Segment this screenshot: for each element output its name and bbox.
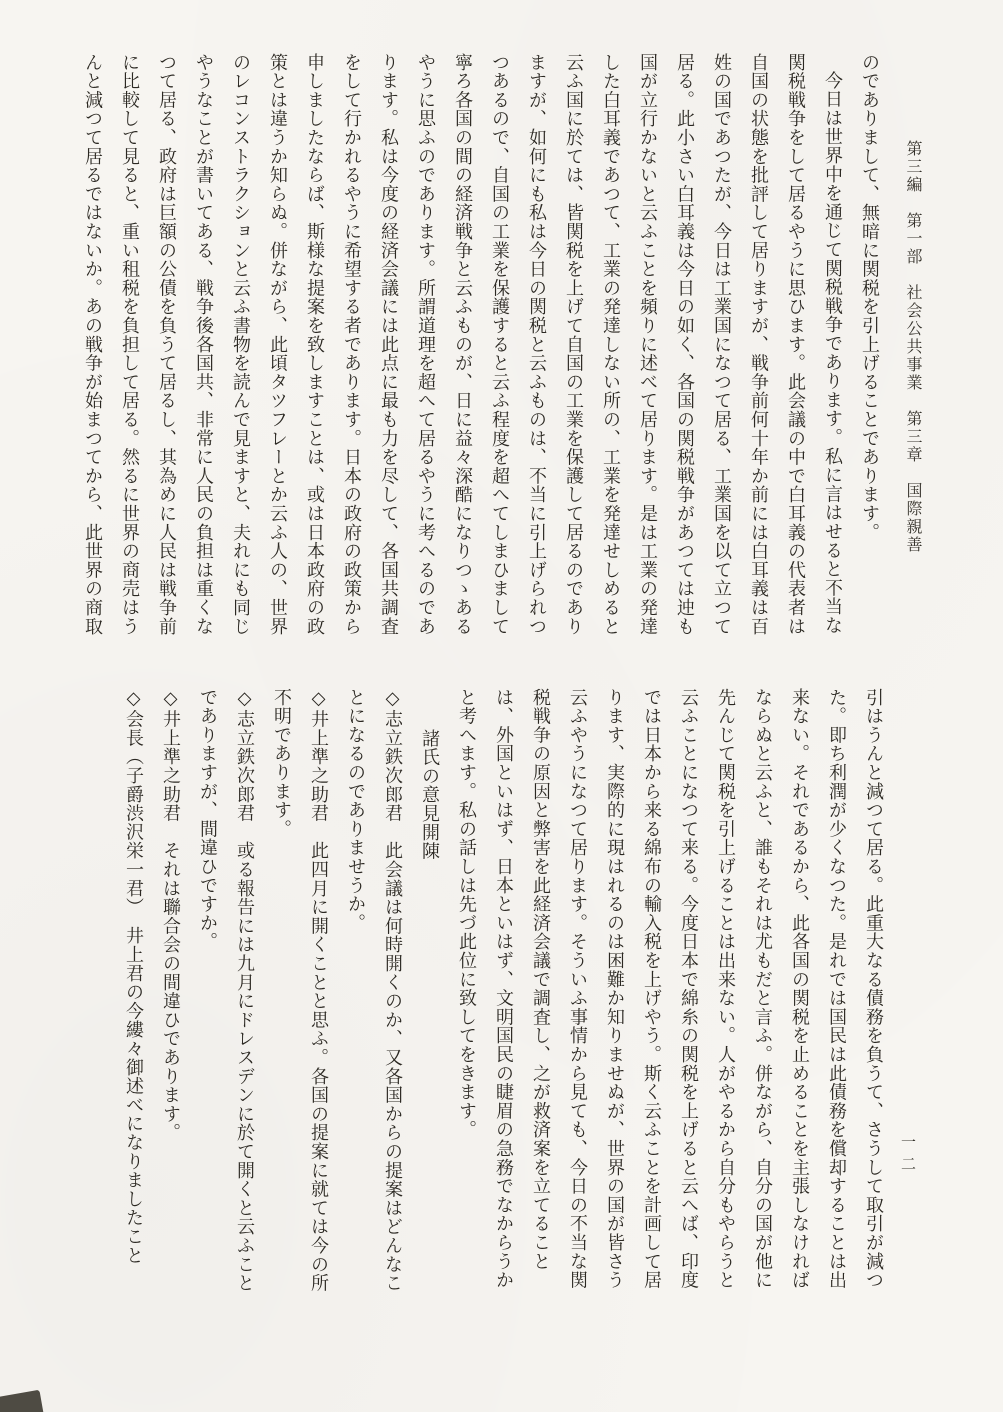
speech-paragraph: ◇会長（子爵渋沢栄一君） 井上君の今縷々御述べになりましたこと (124, 688, 144, 1265)
top-text-block (74, 53, 888, 649)
speech-paragraph: ◇志立鉄次郎君 此会議は何時開くのか、又各国からの提案はどんなことになるのでありませうか。 (346, 688, 403, 1293)
paragraph-body: 今日は世界中を通じて関税戦争であります。私に言はせると不当な関税戦争をして居るやうに思ひます。此会議の中で白耳義の代表者は自国の状態を批評して居りますが、戦争前何十年か前には白耳義は百姓の国であつたが、今日は工業国になつて居る、工業国を以て立つて居る。此小さい白耳義は今日の如く、各国の関税戦争があつては迚も国が立行かないと云ふことを頻りに述べて居ります。是は工業の発達した白耳義であつて、工業の発達しない所の、工業を発達せしめると云ふ国に於ては、皆関税を上げて自国の工業を保護して居るのでありますが、如何にも私は今日の関税と云ふものは、不当に引上げられつつあるので、自国の工業を保護すると云ふ程度を超へてしまひまして寧ろ各国の間の経済戦争と云ふものが、日に益々深酷になりつゝあるやうに思ふのであります。所謂道理を超へて居るやうに考へるのであります。私は今度の経済会議には此点に最も力を尽して、各国共調査をして行かれるやうに希望する者であります。日本の政府の政策から申しましたならば、斯様な提案を致しますことは、或は日本政府の政策とは違うか知らぬ。併ながら、此頃タツフレーとか云ふ人の、世界のレコンストラクションと云ふ書物を読んで見ますと、夫れにも同じやうなことが書いてある、戦争後各国共、非常に人民の負担は重くなつて居る、政府は巨額の公債を負うて居るし、其為めに人民は戦争前に比較して見ると、重い租税を負担して居る。然るに世界の商売はうんと減つて居るではないか。あの戦争が始まつてから、此世界の商取 (83, 53, 843, 636)
paragraph-continuation: 引はうんと減つて居る。此重大なる債務を負うて、さうして取引が減つた。即ち利潤が少くなつた。是れでは国民は此債務を償却することは出来ない。それであるから、此各国の関税を止めることを主張しなければならぬと云ふと、誰もそれは尤もだと言ふ。併ながら、自分の国が他に先んじて関税を引上げることは出来ない。人がやるから自分もやらうと云ふことになつて来る。今度日本で綿糸の関税を上げると云へば、印度では日本から来る綿布の輸入税を上げやう。斯く云ふことを計画して居ります、実際的に現はれるのは困難か知りませぬが、世界の国が皆さう云ふやうになつて居ります。そういふ事情から見ても、今日の不当な関税戦争の原因と弊害を此経済会議で調査し、之が救済案を立てることは、外国といはず、日本といはず、文明国民の睫眉の急務でなからうかと考へます。私の話しは先づ此位に致してをきます。 (457, 688, 884, 1290)
page-number: 一二 (899, 1134, 915, 1178)
speech-paragraph: ◇井上準之助君 此四月に開くことと思ふ。各国の提案に就ては今の所不明であります。 (272, 688, 329, 1293)
bottom-text-block (56, 688, 892, 1296)
chapter-header: 第三編 第一部 社会公共事業 第三章 国際親善 (904, 140, 921, 554)
paragraph-continuation: のでありまして、無暗に関税を引上げることであります。 (860, 53, 880, 542)
speech-paragraph: ◇志立鉄次郎君 或る報告には九月にドレスデンに於て開くと云ふことでありますが、間違ひですか。 (198, 688, 255, 1293)
section-heading: 諸氏の意見開陳 (420, 729, 440, 861)
scan-corner-artifact (0, 1390, 44, 1412)
speech-paragraph: ◇井上準之助君 それは聯合会の間違ひであります。 (161, 688, 181, 1143)
